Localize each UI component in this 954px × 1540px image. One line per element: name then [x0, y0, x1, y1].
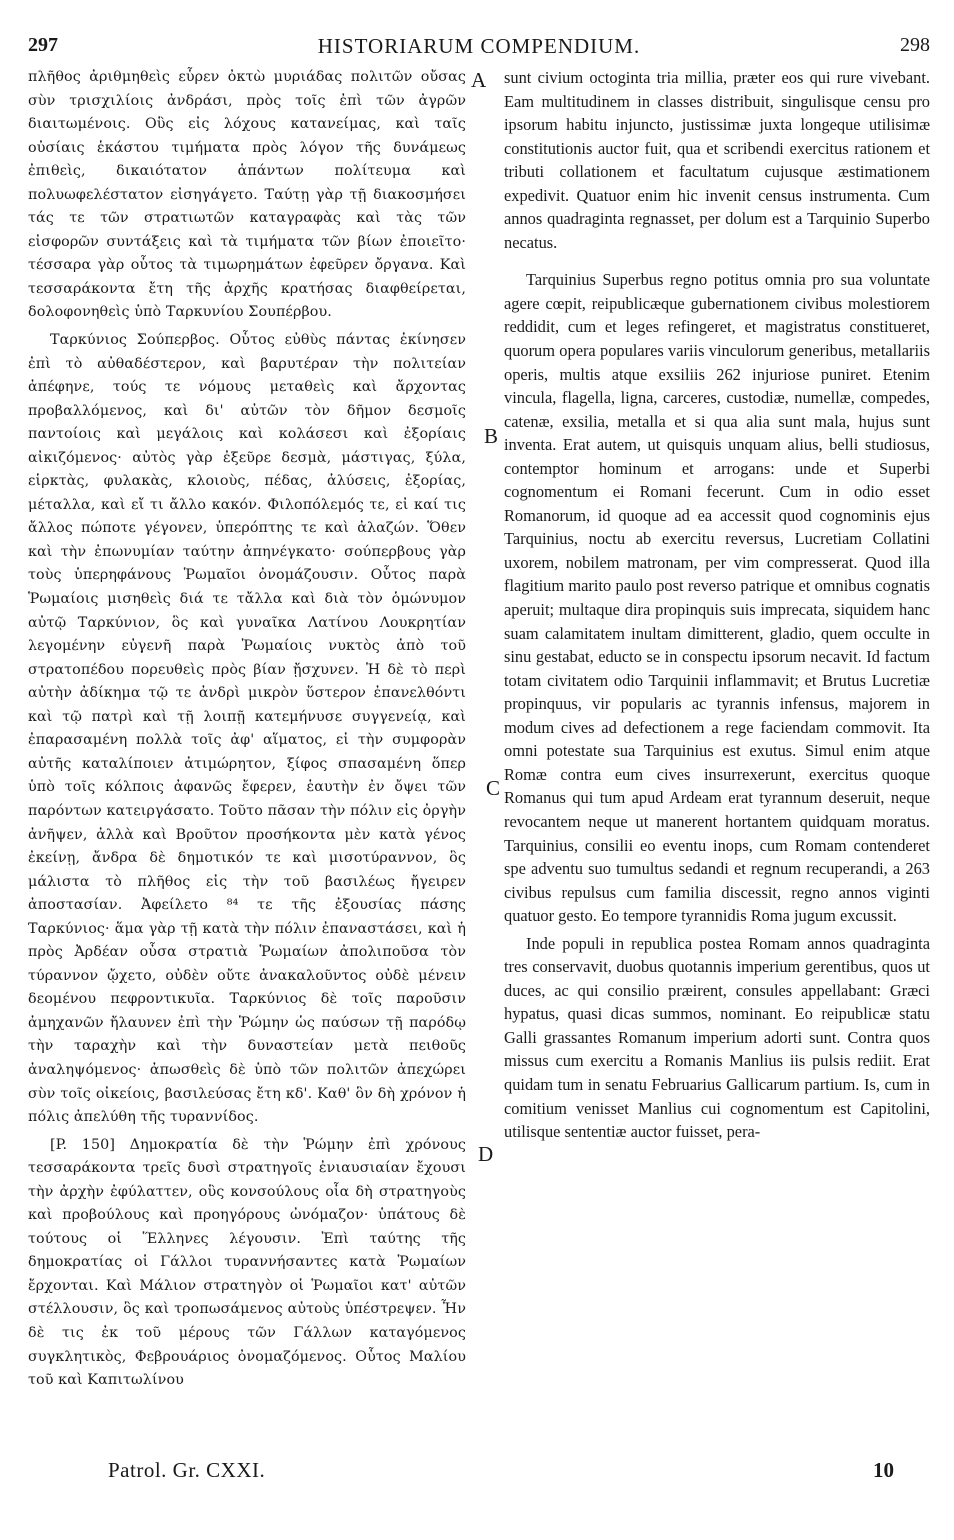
greek-paragraph: πλῆθος ἀριθμηθεὶς εὗρεν ὀκτὼ μυριάδας πολιτῶν οὔσας σὺν τρισχιλίοις ἀνδράσι, πρὸς τοῖς ἐπὶ τῶν ἀγρῶν διαιτωμένοις. Οὓς εἰς λόχους κατανείμας, καὶ ταῖς οὐσίαις ἑκάστου τιμήματα πρὸς λόγον τῆς δυνάμεως ἐπιθεὶς, δικαιότατον ἁπάντων πολίτευμα καὶ πολυωφελέστατον εἰσηγάγετο. Ταύτῃ γὰρ τῇ διακοσμήσει τάς τε τῶν στρατιωτῶν καταγραφὰς καὶ τὰς τῶν εἰσφορῶν συντάξεις καὶ τὰ τιμήματα τῶν βίων ἐποιεῖτο· τέσσαρα γὰρ οὗτος τὰ τιμωρημάτων ἐφεῦρεν ὄργανα. Καὶ τεσσαράκοντα ἔτη τῆς ἀρχῆς κρατήσας διαφθείρεται, δολοφονηθεὶς ὑπὸ Ταρκυνίου Σουπέρβου.	[28, 69, 466, 321]
greek-column	[28, 66, 466, 1393]
footer-series: Patrol. Gr. CXXI.	[108, 1458, 266, 1482]
running-title: HISTORIARUM COMPENDIUM.	[317, 34, 641, 58]
page-header	[28, 34, 930, 64]
margin-marker-c: C	[486, 776, 501, 800]
latin-paragraph: sunt civium octoginta tria millia, præter eos qui rure vivebant. Eam multitudinem in classes distribuit, singulisque censu pro ipsorum habitu injuncto, justissimæ juxta longeque utilisimæ constitutionis auctor fuit, qua et scribendi exercitus rationem et tributi collationem et facultatum cujusque æstimationem expedivit. Quatuor enim hic invenit census instrumenta. Cum annos quadraginta regnasset, per dolum est a Tarquinio Superbo necatus.	[504, 68, 930, 252]
greek-paragraph: [P. 150] Δημοκρατία δὲ τὴν Ῥώμην ἐπὶ χρόνους τεσσαράκοντα τρεῖς δυσὶ στρατηγοῖς ἐνιαυσιαίαν ἔχουσι τὴν ἀρχὴν ἐφύλαττεν, οὓς κονσούλους οἷα δὴ στρατηγοὺς καὶ προβούλους καὶ προηγόρους ὠνόμαζον· ὑπάτους δὲ τούτους οἱ Ἕλληνες λέγουσιν. Ἐπὶ ταύτης τῆς δημοκρατίας οἱ Γάλλοι τυραννήσαντες κατὰ Ῥωμαίων ἔρχονται. Καὶ Μάλιον στρατηγὸν οἱ Ῥωμαῖοι κατ' αὐτῶν στέλλουσιν, ὃς καὶ τροπωσάμενος αὐτοὺς ὑπέστρεψεν. Ἦν δὲ τις ἐκ τοῦ μέρους τῶν Γάλλων καταγόμενος συγκλητικὸς, Φεβρουάριος ὀνομαζόμενος. Οὗτος Μαλίου τοῦ καὶ Καπιτωλίνου	[28, 1136, 466, 1389]
page-footer	[108, 1458, 894, 1488]
margin-marker-b: B	[484, 424, 499, 448]
page-number-left: 297	[28, 34, 58, 56]
latin-paragraph: Tarquinius Superbus regno potitus omnia pro sua voluntate agere cœpit, reipublicæque gubernationem civibus molestiorem reddidit, cum et leges refingeret, et magistratus constitueret, quorum opera populares variis vinculorum generibus, metallariis operis, multis atque exsiliis 262 injuriose puniret. Etenim vincula, flagella, ligna, carceres, custodiæ, numellæ, compedes, catenæ, exsilia, metalla et si qua alia sunt mala, hujus sunt inventa. Erat autem, ut quisquis unquam alius, belli studiosus, contemptor hominum et arrogans: unde et Superbi cognomentum ei Romani fecerunt. Cum in odio esset Romanorum, id quoque ad ea accessit quod cognominis ejus Tarquinius, noctu ab exercitu reversus, Lucretiam Collatini uxorem, nobilem matronam, per vim compresserat. Quod illa flagitium marito paulo post reverso patrique et omnibus cognatis aperuit; multaque dira propinquis suis imprecata, siquidem hanc suam calamitatem inultam dimitterent, gladio, quem occulte in sinu gestabat, educto se in conspectu ipsorum necavit. Id factum totam civitatem odio Tarquinii inflammavit; et Brutus Lucretiæ propinquus, vir popularis ac tyrannis infensus, majorem in modum cives ad defectionem a rege faciendam commovit. Ita omni potestate sua Tarquinius est exutus. Simul enim atque Romæ contra eum cives insurrexerunt, exercitus quoque Romanus qui tum apud Ardeam erat tyrannum deseruit, neque revocantem neque ut manerent hortantem quidquam moratus. Tarquinius, consilii eo eventu inops, cum Romam contenderet spe adventu suo tumultus sedandi et regnum recuperandi, a 263 civibus repulsus cum familia discessit, regno annos viginti quatuor gesto. Eo tempore tyrannidis Roma jugum excussit.	[504, 270, 930, 926]
greek-paragraph: Ταρκύνιος Σούπερβος. Οὗτος εὐθὺς πάντας ἐκίνησεν ἐπὶ τὸ αὐθαδέστερον, καὶ βαρυτέραν τὴν πολιτείαν ἀπέφηνε, τούς τε νόμους μεταθεὶς καὶ ἄρχοντας προβαλλόμενος, καὶ δι' αὐτῶν τὸν δῆμον δεσμοῖς παντοίοις καὶ μεγάλοις καὶ κολάσεσι καὶ ἐξορίαις αἰκιζόμενος· αὐτὸς γὰρ ἐξεῦρε δεσμὰ, μάστιγας, ξύλα, εἱρκτὰς, φυλακὰς, κλοιοὺς, πέδας, ἁλύσεις, ἐξορίας, μέταλλα, καὶ εἴ τι ἄλλο κακόν. Φιλοπόλεμός τε, εἰ καί τις ἄλλος πώποτε γέγονεν, ὑπερόπτης τε καὶ ἀλαζών. Ὅθεν καὶ τὴν ἐπωνυμίαν ταύτην ἀπηνέγκατο· σούπερβους γὰρ τοὺς ὑπερηφάνους Ῥωμαῖοι ὀνομάζουσιν. Οὗτος παρὰ Ῥωμαίοις μισηθεὶς διά τε τἄλλα καὶ διὰ τὸν ὁμώνυμον αὐτῷ Ταρκύνιον, ὃς καὶ γυναῖκα Λατίνου Λουκρητίαν λεγομένην εὐγενῆ παρὰ Ῥωμαίοις νυκτὸς ἀπὸ τοῦ στρατοπέδου πορευθεὶς πρὸς βίαν ᾔσχυνεν. Ἡ δὲ τὸ περὶ αὐτὴν ἀδίκημα τῷ τε ἀνδρὶ μικρὸν ὕστερον ἐπανελθόντι καὶ τῷ πατρὶ καὶ τῇ λοιπῇ κατεμήνυσε συγγενείᾳ, καὶ ἐπαρασαμένη πολλὰ τοῖς ἀφ' αἵματος, εἰ τὴν συμφορὰν αὐτῆς καταλίποιεν ἀτιμώρητον, ξίφος σπασαμένη ὅπερ ὑπὸ τοῖς κόλποις ἀφανῶς ἔφερεν, ἑαυτὴν ἐν ὄψει τῶν παρόντων κατειργάσατο. Τοῦτο πᾶσαν τὴν πόλιν εἰς ὀργὴν ἀνῆψεν, ἀλλὰ καὶ Βροῦτον προσήκοντα μὲν κατὰ γένος ἐκείνῃ, ἄνδρα δὲ δημοτικόν τε καὶ μισοτύραννον, ὃς μάλιστα τὸ πλῆθος εἰς τὴν τοῦ βασιλέως ἤγειρεν ἀποστασίαν. Ἀφείλετο ⁸⁴ τε τῆς ἐξουσίας πάσης Ταρκύνιος· ἅμα γὰρ τῇ κατὰ τὴν πόλιν ἐπαναστάσει, καὶ ἡ πρὸς Ἀρδέαν οὖσα στρατιὰ Ῥωμαίων ἀπολιποῦσα τὸν τύραννον ᾤχετο, οὐδὲν οὔτε ἀνακαλοῦντος οὐδὲ μένειν δεομένου πεφροντικυῖα. Ταρκύνιος δὲ τοῖς παροῦσιν ἀμηχανῶν ἤλαυνεν ἐπὶ τὴν Ῥώμην ὡς παύσων τῇ παρόδῳ τὴν ταραχὴν καὶ τὴν δυναστείαν μετὰ πειθοῦς ἀναληψόμενος· ἀπωσθεὶς δὲ ὑπὸ τῶν πολιτῶν ἀπεχώρει σὺν τοῖς οἰκείοις, βασιλεύσας ἔτη κδ'. Καθ' ὃν δὴ χρόνον ἡ πόλις ἀπελύθη τῆς τυραννίδος.	[28, 332, 466, 1126]
margin-marker-d: D	[478, 1142, 494, 1166]
footer-signature: 10	[873, 1458, 894, 1482]
margin-marker-a: A	[471, 68, 487, 92]
latin-paragraph: Inde populi in republica postea Romam annos quadraginta tres conservavit, duobus quotannis imperium gerentibus, quos ut duces, ac qui consilio præirent, consules appellabant: Græci hypatus, quasi dicas summos, nominant. Eo reipublicæ statu Galli grassantes Romanum imperium adorti sunt. Contra quos missus cum exercitu a Romanis Manlius iis pulsis rediit. Erat quidam tum in senatu Februarius Gallicarum partium. Is, cum in comitium venisset Manlius cui cognomentum est Capitolini, utilisque sententiæ auctor fuisset, pera-	[504, 933, 930, 1142]
page-number-right: 298	[900, 34, 930, 56]
latin-column	[504, 66, 930, 1144]
